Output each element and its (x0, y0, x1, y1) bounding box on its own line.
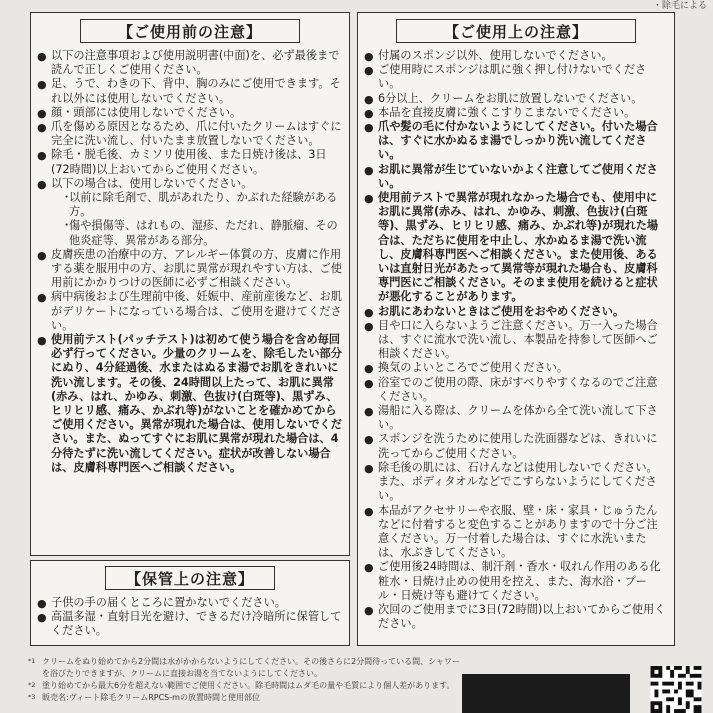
notice-item (37, 148, 343, 176)
notice-text: 換気のよいところでご使用ください。 (378, 361, 569, 375)
notice-item (37, 120, 343, 148)
notice-item (364, 376, 668, 404)
notice-item (364, 106, 668, 120)
bullet-icon: ● (364, 362, 374, 376)
bullet-icon: ● (37, 248, 47, 262)
bullet-icon: ● (37, 334, 47, 348)
bullet-icon: ● (37, 597, 47, 610)
notice-text: ご使用時にスポンジは肌に強く押し付けないでください。 (378, 63, 647, 91)
during-use-panel (357, 12, 675, 646)
footnote-text: 販売名:ヴィート除毛クリームRPCS-mの放置時間と使用部位 (42, 693, 260, 702)
notice-item (364, 432, 668, 460)
bullet-icon: ● (37, 78, 47, 92)
bullet-icon: ● (364, 106, 374, 120)
bullet-icon: ● (364, 433, 374, 447)
sub-list (51, 191, 343, 248)
sub-item (61, 191, 343, 219)
notice-text: ご使用後24時間は、制汗剤・香水・収れん作用のある化粧水・日焼け止めの使用を控え、また、海水浴・プール・日焼け等も避けてください。 (378, 560, 661, 602)
notice-text: 目や口に入らないようご注意ください。万一入った場合は、すぐに流水で洗い流し、本製品を持参して医師へご相談ください。 (378, 318, 658, 361)
notice-item (364, 191, 668, 305)
bullet-icon: ● (364, 163, 374, 177)
during-use-list (358, 49, 674, 631)
notice-item (364, 305, 668, 319)
bullet-icon: ● (37, 611, 47, 625)
notice-item (364, 560, 668, 603)
bullet-icon: ● (364, 64, 374, 78)
notice-item (37, 49, 343, 77)
storage-panel (30, 560, 350, 646)
storage-title: 保管上の注意 (141, 569, 238, 588)
sub-item-text: 以前に除毛剤で、肌があれたり、かぶれた経験がある方。 (69, 191, 338, 219)
notice-item (364, 603, 668, 631)
footnote-mark: *3 (28, 693, 36, 701)
notice-text: 足、うで、わきの下、背中、胸のみにご使用できます。それ以外には使用しないでください。 (51, 77, 341, 105)
notice-text: 以下の場合は、使用しないでください。 (51, 176, 253, 190)
notice-text: 浴室でのご使用の際、床がすべりやすくなるのでご注意ください。 (378, 375, 658, 403)
before-use-heading: 【 ご使用前の注意 】 (80, 19, 300, 43)
notice-text: 病中病後および生理前中後、妊娠中、産前産後など、お肌がデリケートになっている場合は、ご使用を避けてください。 (51, 290, 342, 332)
bullet-icon: ● (37, 177, 47, 191)
during-use-heading: 【 ご使用上の注意 】 (396, 19, 636, 43)
notice-text: 爪や髪の毛に付かないようにしてください。付いた場合は、すぐに水かぬるま湯でしっかり洗い流してください。 (378, 120, 658, 162)
notice-item (364, 163, 668, 191)
bullet-icon: ● (364, 461, 374, 475)
dark-label-block (462, 674, 630, 713)
notice-item (37, 333, 343, 475)
notice-item (364, 49, 668, 63)
bullet-icon: ● (364, 50, 374, 63)
bullet-icon: ● (364, 319, 374, 333)
notice-text: お肌にあわないときはご使用をおやめください。 (378, 304, 625, 318)
notice-text: 本品を直接皮膚に強くこすりこまないでください。 (378, 105, 636, 119)
footnote (28, 656, 628, 668)
notice-text: 皮膚疾患の治療中の方、アレルギー体質の方、皮膚に作用する薬を服用中の方、お肌に異常が現れやすい方は、ご使用前にかかりつけの医師に必ずご相談ください。 (51, 247, 342, 290)
bullet-icon: ● (364, 504, 374, 518)
before-use-title: ご使用前の注意 (133, 22, 246, 41)
notice-text: スポンジを洗うために使用した洗面器などは、きれいに洗ってからご使用ください。 (378, 432, 658, 460)
notice-text: お肌に異常が生じていないかよく注意してご使用ください。 (378, 162, 658, 190)
notice-text: 使用前テストで異常が現れなかった場合でも、使用中にお肌に異常(赤み、はれ、かゆみ、刺激、色抜け(白斑等)、黒ずみ、ヒリヒリ感、痛み、かぶれ等)が現れた場合は、ただちに使用を中止し、水かぬるま湯で洗い流し、皮膚科専門医へご相談ください。また使用後、あるいは直射日光があたって異常等が現れた場合も、皮膚科専門医にご相談ください。そのまま使用を続けると症状が悪化することがあります。 (378, 191, 659, 304)
notice-item (37, 106, 343, 120)
notice-item (37, 596, 343, 610)
bullet-icon: ● (364, 376, 374, 390)
notice-item (364, 63, 668, 91)
notice-text: 顔・頭部には使用しないでください。 (51, 105, 242, 119)
notice-item (364, 461, 668, 504)
notice-text: 使用前テスト(パッチテスト)は初めて使う場合を含め毎回必ず行ってください。少量のクリームを、除毛したい部分にぬり、4分経過後、水またはぬるま湯でお肌をきれいに洗い流します。その後、24時間以上たって、お肌に異常(赤み、はれ、かゆみ、刺激、色抜け(白斑等)、黒ずみ、ヒリヒリ感、痛み、かぶれ等)がないことを確かめてからご使用ください。異常が現れた場合は、使用しないでください。また、ぬってすぐにお肌に異常が現れた場合は、4分待たずに洗い流してください。症状が改善しない場合は、皮膚科専門医へご相談ください。 (51, 333, 342, 474)
sub-item-text: 傷や損傷等、はれもの、湿疹、ただれ、静脈瘤、その他炎症等、異常がある部分。 (69, 219, 338, 247)
qr-code-icon (650, 666, 702, 713)
footnote-text: クリームをぬり始めてから2分間は水がかからないようにしてください。その後さらに2分間待っている間、シャワー (42, 657, 461, 666)
notice-text: 高温多湿・直射日光を避け、できるだけ冷暗所に保管してください。 (51, 610, 342, 638)
notice-item (37, 610, 343, 638)
footnote-mark: *1 (28, 657, 36, 665)
top-strip (0, 0, 713, 12)
notice-text: 除毛・脱毛後、カミソリ使用後、また日焼け後は、3日(72時間)以上おいてからご使用ください。 (51, 148, 327, 176)
notice-text: 次回のご使用までに3日(72時間)以上おいてからご使用ください。 (378, 602, 666, 631)
notice-item (37, 248, 343, 291)
footnote-mark: *2 (28, 681, 36, 689)
bullet-icon: ● (364, 561, 374, 575)
bullet-icon: ● (364, 405, 374, 419)
bullet-icon: ● (37, 291, 47, 305)
bullet-icon: ● (364, 121, 374, 135)
notice-item (37, 77, 343, 105)
notice-item (364, 120, 668, 163)
bullet-icon: ● (364, 603, 374, 617)
notice-item (364, 319, 668, 362)
during-use-title: ご使用上の注意 (459, 22, 572, 41)
notice-text: 爪を傷める原因となるため、爪に付いたクリームはすぐに完全に洗い流し、付いたまま放置しないでください。 (51, 120, 342, 148)
notice-item (364, 92, 668, 106)
bullet-icon: ● (37, 106, 47, 120)
storage-heading: 【 保管上の注意 】 (105, 566, 275, 590)
footnote-text: を浴びたりできますが、クリームに直接お湯を当てないようにしてください。 (42, 669, 322, 678)
notice-text: 以下の注意事項および使用説明書(中面)を、必ず最後まで読んで正しくご使用ください。 (51, 49, 340, 77)
notice-item (364, 361, 668, 375)
bullet-icon: ● (364, 305, 374, 319)
sub-bullet-icon: ・ (61, 191, 73, 205)
notice-text: 除毛後の肌には、石けんなどは使用しないでください。また、ボディタオルなどでこすらないようにしてください。 (378, 460, 658, 503)
top-note: ・除毛による (652, 1, 707, 11)
notice-text: 付属のスポンジ以外、使用しないでください。 (378, 49, 613, 62)
sub-item (61, 219, 343, 247)
notice-text: 本品がアクセサリーや衣服、壁・床・家具・じゅうたんなどに付着すると変色することがありますので十分ご注意ください。万一付着した場合は、すぐに水洗いまたは、水ぶきしてください。 (378, 503, 658, 560)
bullet-icon: ● (364, 192, 374, 206)
bullet-icon: ● (37, 50, 47, 63)
notice-text: 子供の手の届くところに置かないでください。 (51, 596, 286, 609)
bullet-icon: ● (37, 149, 47, 163)
notice-item (364, 404, 668, 432)
notice-text: 湯船に入る際は、クリームを体から全て洗い流して下さい。 (378, 404, 658, 432)
sub-bullet-icon: ・ (61, 219, 73, 233)
notice-text: 6分以上、クリームをお肌に放置しないでください。 (378, 91, 643, 105)
bullet-icon: ● (37, 121, 47, 135)
bullet-icon: ● (364, 92, 374, 106)
footnote-text: 塗り始めてから最大6分を超えない範囲でご使用ください。除毛時間はムダ毛の量や毛質により個人差があります。 (42, 681, 455, 690)
before-use-panel (30, 12, 350, 556)
notice-item (364, 504, 668, 561)
storage-list (31, 596, 349, 639)
notice-item (37, 177, 343, 248)
notice-item (37, 290, 343, 333)
before-use-list (31, 49, 349, 475)
